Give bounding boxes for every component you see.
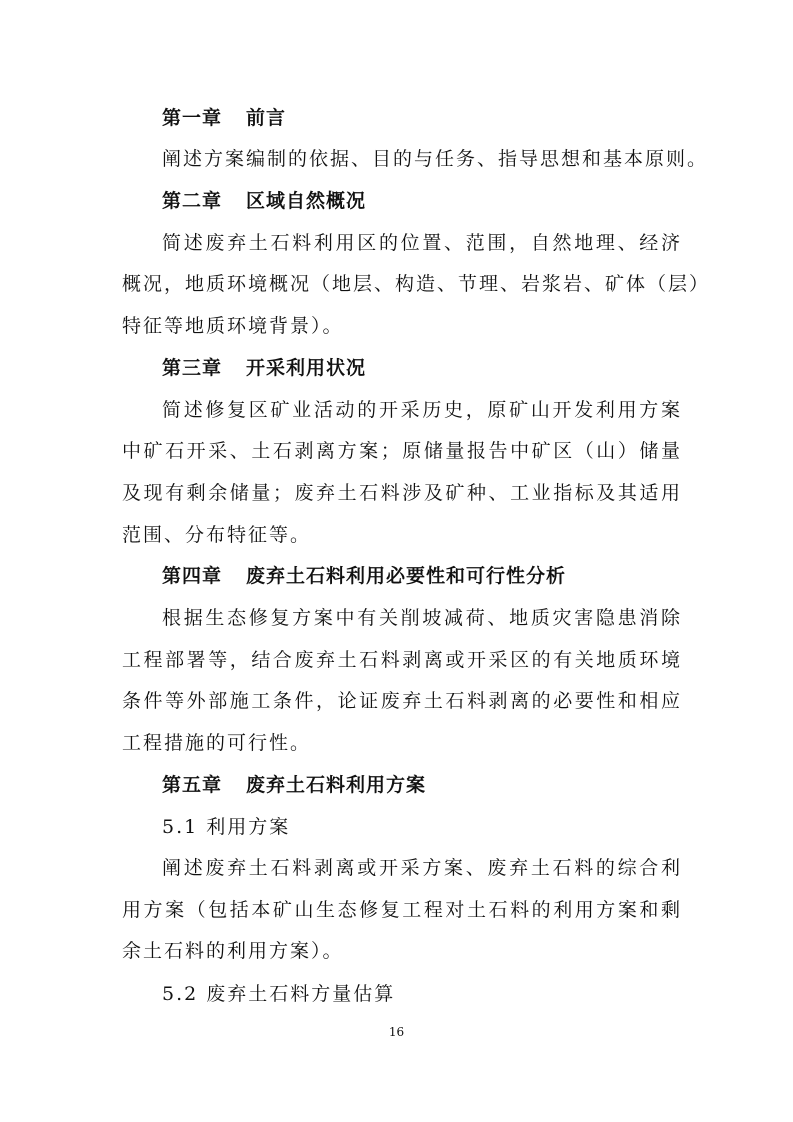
chapter-4-heading <box>162 556 722 596</box>
chapter-4-line-2: 工程部署等，结合废弃土石料剥离或开采区的有关地质环境 <box>122 649 682 671</box>
chapter-3-line-1: 简述修复区矿业活动的开采历史，原矿山开发利用方案 <box>162 399 682 421</box>
chapter-3-line-4: 范围、分布特征等。 <box>122 524 312 546</box>
chapter-2-line-1: 简述废弃土石料利用区的位置、范围，自然地理、经济 <box>162 232 682 254</box>
chapter-2-line-3: 特征等地质环境背景）。 <box>122 315 344 337</box>
chapter-3-number: 第三章 <box>162 357 223 379</box>
chapter-1-number: 第一章 <box>162 107 223 129</box>
section-5-2-heading: 5.2 废弃土石料方量估算 <box>162 983 396 1005</box>
chapter-2-number: 第二章 <box>162 190 223 212</box>
chapter-3-title: 开采利用状况 <box>246 357 367 379</box>
chapter-2-line-2: 概况，地质环境概况（地层、构造、节理、岩浆岩、矿体（层） <box>122 273 711 295</box>
chapter-4-line-1: 根据生态修复方案中有关削坡减荷、地质灾害隐患消除 <box>162 607 682 629</box>
chapter-1-heading <box>162 98 722 138</box>
page-number: 16 <box>388 1025 405 1039</box>
chapter-4-title: 废弃土石料利用必要性和可行性分析 <box>246 565 567 587</box>
chapter-4-line-3: 条件等外部施工条件，论证废弃土石料剥离的必要性和相应 <box>122 690 682 712</box>
section-5-1-line-2: 用方案（包括本矿山生态修复工程对土石料的利用方案和剩 <box>122 899 682 921</box>
section-5-1-line-1: 阐述废弃土石料剥离或开采方案、废弃土石料的综合利 <box>162 857 682 879</box>
chapter-4-line-4: 工程措施的可行性。 <box>122 732 312 754</box>
chapter-3-line-2: 中矿石开采、土石剥离方案；原储量报告中矿区（山）储量 <box>122 440 682 462</box>
chapter-1-title: 前言 <box>246 107 287 129</box>
chapter-5-heading <box>162 765 722 805</box>
chapter-2-title: 区域自然概况 <box>246 190 367 212</box>
chapter-1-paragraph: 阐述方案编制的依据、目的与任务、指导思想和基本原则。 <box>162 148 709 170</box>
chapter-3-line-3: 及现有剩余储量；废弃土石料涉及矿种、工业指标及其适用 <box>122 482 682 504</box>
chapter-5-title: 废弃土石料利用方案 <box>246 774 427 796</box>
section-5-1-line-3: 余土石料的利用方案）。 <box>122 940 344 962</box>
chapter-4-number: 第四章 <box>162 565 223 587</box>
section-5-1-heading: 5.1 利用方案 <box>162 816 291 838</box>
chapter-3-heading <box>162 348 722 388</box>
chapter-5-number: 第五章 <box>162 774 223 796</box>
chapter-2-heading <box>162 181 722 221</box>
